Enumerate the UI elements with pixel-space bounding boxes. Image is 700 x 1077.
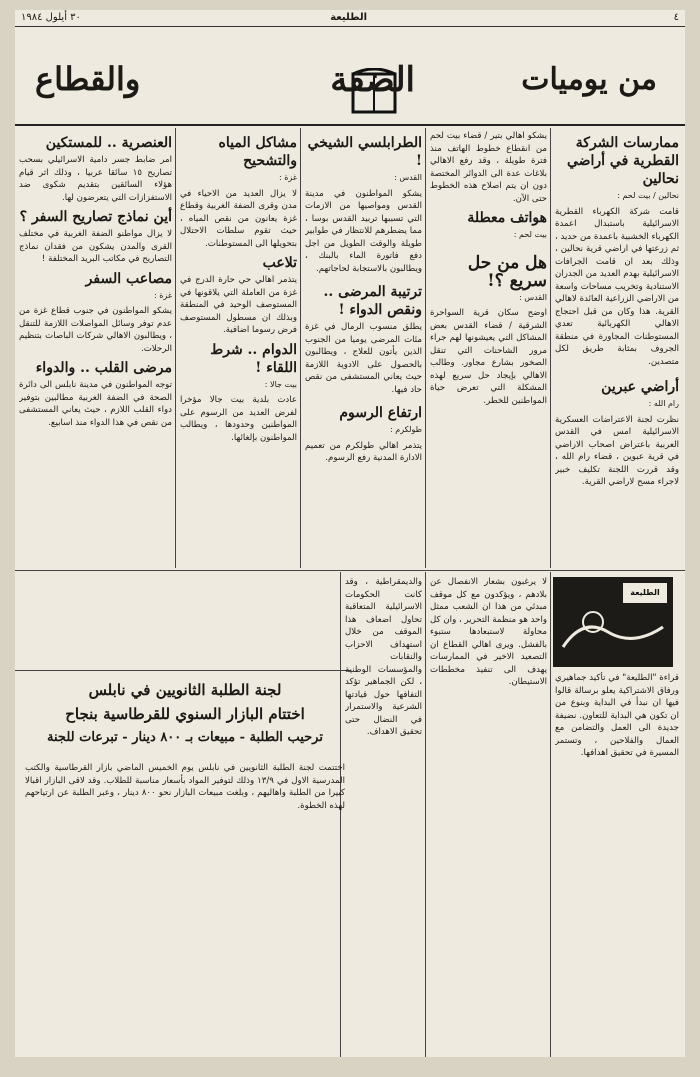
article-title: هل من حل سريع ؟!	[467, 252, 547, 291]
column-rule	[550, 128, 551, 568]
article-byline: نحالين / بيت لحم :	[617, 191, 679, 200]
headline-2: اختتام البازار السنوي للقرطاسية بنجاح	[65, 705, 305, 723]
column-rule	[300, 128, 301, 568]
logo-tag: الطليعة	[623, 583, 667, 603]
article-body: والديمقراطية ، وقد كانت الحكومات الاسرائيلية المتعاقبة تحاول اضعاف هذا الموقف من خلال استهداف الاحزاب والنقابات والمؤسسات الوطنية ، لكن الجماهير تؤكد التفافها حول قيادتها الشرعية والاستمرار في النضال حتى تحقيق الاهداف.	[345, 577, 422, 737]
article-body: لا يزال العديد من الاحياء في مدن وقرى الضفة الغربية وقطاع غزة يعانون من نقص المياه ، حيث تقوم سلطات الاحتلال بتحويلها الى المستوطنات.	[180, 188, 297, 249]
article-byline: غزة :	[278, 173, 297, 182]
column-5	[19, 130, 172, 570]
column-rule	[425, 128, 426, 568]
article-byline: القدس :	[519, 292, 547, 302]
paper-name: الطليعة	[330, 12, 367, 23]
article-body: يشكو المواطنون في مدينة القدس ومواصيها من الازمات التي تسببها تربيد القدس بوسا ، مما يضطرهم للانتظار في طوابير طويلة والوقت الطويل من اجل دفع فاتورة الماء بالبنك ، ويطالبون بالاستجابة لحاجاتهم.	[305, 188, 422, 274]
article-body: يتذمر اهالي طولكرم من تعميم الادارة المدنية رفع الرسوم.	[305, 440, 422, 463]
paper-logo	[553, 577, 673, 667]
article-title: مصاعب السفر	[85, 270, 172, 287]
article-body: قراءة "الطليعة" في تأكيد جماهيري ورفاق الاشتراكية يعلو برسالة قالوا فيها ان نبدأ في البداية وبنوع من ان تكون هي البداية للتعاون. نضيفة جديدة الى العمل والتضامن مع العمال والفلاحين ، وتستمر المسيرة في تحقيق اهدافها.	[555, 673, 679, 758]
article-byline: رام الله :	[648, 399, 679, 408]
article-body: قامت شركة الكهرباء القطرية الاسرائيلية باستبدال اعمدة الكهرباء الخشبية باعمدة من حديد ، ثم زرعتها في اراضي قرية نحالين ، وذلك بعد ان قامت الجرافات الاسرائيلية بهدم العديد من الجدران الاستنادية وتخريب مساحات واسعة من الاراضي الزراعية العائدة لاهالي القرية. هذا وكان من قبل احتجاج الاهالي الكهربائية تعدي المستوطنات المجاورة في منطقة الجروف بمثابة طريق لكل متصدين.	[555, 206, 679, 367]
article-byline: غزة :	[153, 290, 172, 300]
article-body: عادت بلدية بيت جالا مؤخرا لفرض العديد من الرسوم على المواطنين وحدودها ، ويطالب المواطنون بإلغائها.	[180, 395, 297, 443]
article-title: أراضي عبرين	[601, 379, 679, 395]
column-4	[180, 130, 297, 570]
article-byline: القدس :	[394, 173, 422, 182]
article-byline: بيت جالا :	[264, 379, 297, 389]
column-b2	[430, 576, 547, 1054]
article-body: يتذمر اهالي حي حارة الدرج في غزة من العاملة التي يلاقونها في المستوصف الوحيد في المنطقة وبذلك ان مسطول المستوصف فرض رسوما اضافية.	[180, 275, 297, 335]
column-b3	[345, 576, 422, 1054]
column-bazaar	[25, 762, 345, 1052]
article-body: يشكو المواطنون في جنوب قطاع غزة من عدم توفر وسائل المواصلات اللازمة للتنقل ، ويطالبون الاهالي شركات الباصات بتنظيم الرحلات.	[19, 306, 172, 354]
column-rule	[175, 128, 176, 568]
article-byline: بيت لحم :	[513, 230, 547, 239]
article-title: مرضى القلب .. والدواء	[35, 360, 172, 376]
issue-date: ٣٠ أيلول ١٩٨٤	[21, 12, 81, 23]
article-title: ترتيبة المرضى .. ونقص الدواء !	[323, 284, 422, 318]
column-rule	[425, 572, 426, 1057]
column-1	[555, 130, 679, 570]
column-rule	[550, 572, 551, 1057]
section-rule	[15, 670, 351, 671]
bazaar-headline	[25, 678, 345, 758]
banner-title-part1: من يوميات	[521, 62, 657, 97]
article-title: الطرابلسي الشيخي !	[307, 135, 422, 169]
article-body: لا يزال مواطنو الضفة الغربية في مختلف القرى والمدن يشكون من فقدان نماذج التصاريح في مكاتب البريد المختلفة !	[19, 229, 172, 264]
article-body: اوضح سكان قرية السواحرة الشرقية / قضاء القدس بعض المشاكل التي يعيشونها لهم جراء مرور الشاحنات التي تنقل الصخور بشارع مجاور. وطالب الاهالي بإيجاد حل سريع لهذه المشكلة التي تعرض حياة المواطنين للخطر.	[430, 308, 547, 406]
headline-1: لجنة الطلبة الثانويين في نابلس	[88, 681, 282, 699]
article-title: ارتفاع الرسوم	[339, 405, 422, 421]
article-body: امر ضابط جسر دامية الاسرائيلي بسحب تصاريح ١٥ سائقا عربيا ، وذلك اثر قيام هؤلاء السائقين بتقديم شكوى ضد الاستفزازات التي يتعرضون لها.	[19, 155, 172, 203]
article-title: تلاعب	[262, 255, 297, 271]
banner-title-part3: والقطاع	[35, 60, 141, 98]
article-body: اختتمت لجنة الطلبة الثانويين في نابلس يوم الخميس الماضي بازار القرطاسية والكتب المدرسية الاول في ١٣/٩ وذلك لتوفير المواد بأسعار مناسبة للطلاب. وقد لاقى البازار اقبالا كبيرا من الطلبة واهاليهم ، وبلغت مبيعات البازار نحو ٨٠٠ دينار ، وعبر الطلبة عن ارتياحهم لهذه الخطوة.	[25, 763, 345, 811]
article-title: أين نماذج تصاريح السفر ؟	[19, 209, 172, 225]
article-body: يشكو اهالي بتير / قضاء بيت لحم من انقطاع خطوط الهاتف منذ فترة طويلة ، وقد رفع الاهالي بلاغات عدة الى الدوائر المختصة دون ان يتم اصلاح هذه الخطوط حتى الآن.	[430, 131, 547, 204]
headline-3: ترحيب الطلبة - مبيعات بـ ٨٠٠ دينار - تبرعات للجنة	[47, 730, 323, 745]
article-body: لا يرغبون بشعار الانفصال عن بلادهم ، ويؤكدون مع كل موقف مبدئي من هذا ان الشعب ممثل واحد هو منظمة التحرير ، وان كل محاولة لاستبعادها ستبوء بالفشل. ويرى اهالي القطاع ان التصعيد الاخير في الممارسات يهدف الى تنفيذ مخططات الاستيطان.	[430, 577, 547, 687]
page-number: ٤	[673, 12, 679, 23]
article-body: توجه المواطنون في مدينة نابلس الى دائرة الصحة في الضفة الغربية مطالبين بتوفير دواء القلب اللازم ، حيث يعاني المستشفى من نقص في هذا الدواء منذ اسابيع.	[19, 380, 172, 428]
column-2	[430, 130, 547, 570]
article-title: ممارسات الشركة القطرية في أراضي نحالين	[566, 135, 679, 187]
article-title: هواتف معطلة	[467, 210, 547, 226]
article-title: مشاكل المياه والتشحيح	[218, 135, 297, 169]
article-title: الدوام .. شرط اللقاء !	[210, 341, 297, 376]
section-rule	[15, 570, 685, 571]
article-title: العنصرية .. للمستكين	[45, 135, 172, 151]
banner-title-part2: الضفة	[330, 60, 415, 100]
newspaper-page	[15, 10, 685, 1057]
logo-graphic-icon	[553, 577, 673, 667]
article-body: نظرت لجنة الاعتراضات العسكرية الاسرائيلية امس في القدس العربية باعتراض اصحاب الاراضي في قرية عبوين ، قضاء رام الله ، وقد قررت اللجنة تكليف خبير لاجراء مسح لاراضي القرية.	[555, 414, 679, 487]
column-3	[305, 130, 422, 570]
article-body: يطلق منسوب الرمال في غزة مئات المرضى يوميا من الجنوب الذين يأتون للعلاج ، ويطالبون بالحصول على الادوية اللازمة حيث يعاني المستشفى من نقص حاد فيها.	[305, 322, 422, 395]
article-byline: طولكرم :	[390, 425, 422, 434]
section-banner	[15, 30, 685, 126]
page-header	[15, 10, 685, 27]
column-b1	[555, 672, 679, 1052]
